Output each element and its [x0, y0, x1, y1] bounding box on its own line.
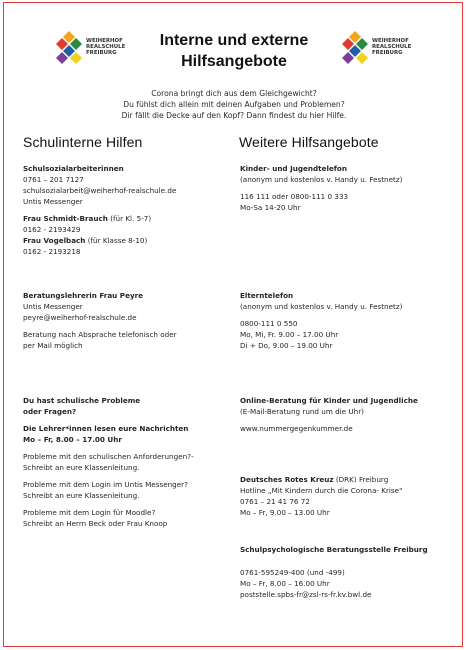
person-note: (für Kl. 5-7) — [107, 214, 152, 223]
help-text: Schreibt an Herrn Beck oder Frau Knoop — [23, 519, 168, 528]
phone-number: 0761 – 21 41 76 72 — [240, 497, 310, 506]
help-text: Schreibt an eure Klassenleitung. — [23, 463, 140, 472]
logo-diamond-icon — [53, 29, 85, 65]
block-subtitle: (anonym und kostenlos v. Handy u. Festnetz) — [240, 302, 403, 311]
social-work-block — [23, 163, 176, 257]
teacher-hours: Mo – Fr, 8.00 – 17.00 Uhr — [23, 435, 122, 444]
opening-hours: Mo – Fr, 9.00 – 13.00 Uhr — [240, 508, 330, 517]
page-title — [134, 30, 334, 72]
phone-number: 0761-595249-400 (und -499) — [240, 568, 345, 577]
online-counsel-block — [240, 395, 418, 434]
logo-text-line: WEIHERHOF — [86, 38, 123, 44]
email-address: poststelle.spbs-fr@zsl-rs-fr.kv.bwl.de — [240, 590, 372, 599]
opening-hours: Di + Do, 9.00 – 19.00 Uhr — [240, 341, 333, 350]
opening-hours: Mo, Mi, Fr. 9.00 – 17.00 Uhr — [240, 330, 339, 339]
person-note: (für Klasse 8-10) — [85, 236, 148, 245]
messenger-label: Untis Messenger — [23, 197, 83, 206]
block-title: Schulsozialarbeiterinnen — [23, 164, 124, 173]
intro-line: Dir fällt die Decke auf den Kopf? Dann findest du hier Hilfe. — [121, 111, 347, 120]
flyer-page — [3, 2, 463, 647]
contact-person — [23, 213, 176, 224]
phone-number: 0162 - 2193429 — [23, 225, 81, 234]
school-psychology-block — [240, 544, 428, 600]
help-text: Probleme mit dem Login im Untis Messenger? — [23, 480, 188, 489]
question-text: oder Fragen? — [23, 407, 77, 416]
block-title — [240, 474, 402, 485]
block-title: Kinder- und Jugendtelefon — [240, 164, 347, 173]
school-problems-block — [23, 395, 194, 529]
logo-diamond-icon — [339, 29, 371, 65]
school-logo-right — [339, 29, 419, 65]
org-city: (DRK) Freiburg — [333, 475, 389, 484]
person-name: Frau Schmidt-Brauch — [23, 214, 108, 223]
phone-number: 0162 - 2193218 — [23, 247, 81, 256]
org-name: Deutsches Rotes Kreuz — [240, 475, 334, 484]
kids-phone-block — [240, 163, 402, 213]
website-link[interactable]: www.nummergegenkummer.de — [240, 424, 353, 433]
parents-phone-block — [240, 290, 402, 351]
block-subtitle: (anonym und kostenlos v. Handy u. Festnetz) — [240, 175, 403, 184]
logo-text-line: WEIHERHOF — [372, 38, 409, 44]
email-address: schulsozialarbeit@weiherhof-realschule.de — [23, 186, 177, 195]
note-text: per Mail möglich — [23, 341, 83, 350]
counselor-block — [23, 290, 177, 351]
title-line: Interne und externe — [159, 32, 309, 49]
logo-text-line: FREIBURG — [86, 50, 117, 56]
block-title: Beratungslehrerin Frau Peyre — [23, 291, 144, 300]
hotline-text: Hotline „Mit Kindern durch die Corona- Krise" — [240, 486, 403, 495]
intro-line: Corona bringt dich aus dem Gleichgewicht? — [151, 89, 317, 98]
phone-number: 0800-111 0 550 — [240, 319, 298, 328]
block-title: Online-Beratung für Kinder und Jugendliche — [240, 396, 418, 405]
phone-number: 0761 – 201 7127 — [23, 175, 84, 184]
logo-text-line: REALSCHULE — [372, 44, 412, 50]
help-text: Probleme mit den schulischen Anforderungen?- — [23, 452, 194, 461]
logo-text-line: FREIBURG — [372, 50, 403, 56]
block-title: Elterntelefon — [240, 291, 294, 300]
teacher-hours-title: Die Lehrer*innen lesen eure Nachrichten — [23, 424, 189, 433]
contact-person — [23, 235, 176, 246]
question-text: Du hast schulische Probleme — [23, 396, 141, 405]
opening-hours: Mo-Sa 14-20 Uhr — [240, 203, 301, 212]
right-column-heading: Weitere Hilfsangebote — [239, 134, 379, 150]
logo-text-line: REALSCHULE — [86, 44, 126, 50]
intro-line: Du fühlst dich allein mit deinen Aufgaben und Problemen? — [123, 100, 345, 109]
note-text: Beratung nach Absprache telefonisch oder — [23, 330, 177, 339]
help-text: Probleme mit dem Login für Moodle? — [23, 508, 156, 517]
block-title: Schulpsychologische Beratungsstelle Freiburg — [240, 545, 428, 554]
intro-text — [64, 88, 404, 121]
help-text: Schreibt an eure Klassenleitung. — [23, 491, 140, 500]
person-name: Frau Vogelbach — [23, 236, 86, 245]
messenger-label: Untis Messenger — [23, 302, 83, 311]
block-subtitle: (E-Mail-Beratung rund um die Uhr) — [240, 407, 364, 416]
left-column-heading: Schulinterne Hilfen — [23, 134, 143, 150]
drk-block — [240, 474, 402, 518]
phone-number: 116 111 oder 0800-111 0 333 — [240, 192, 349, 201]
email-address: peyre@weiherhof-realschule.de — [23, 313, 137, 322]
opening-hours: Mo – Fr, 8.00 – 16.00 Uhr — [240, 579, 330, 588]
school-logo-left — [53, 29, 133, 65]
title-line: Hilfsangebote — [181, 53, 287, 70]
